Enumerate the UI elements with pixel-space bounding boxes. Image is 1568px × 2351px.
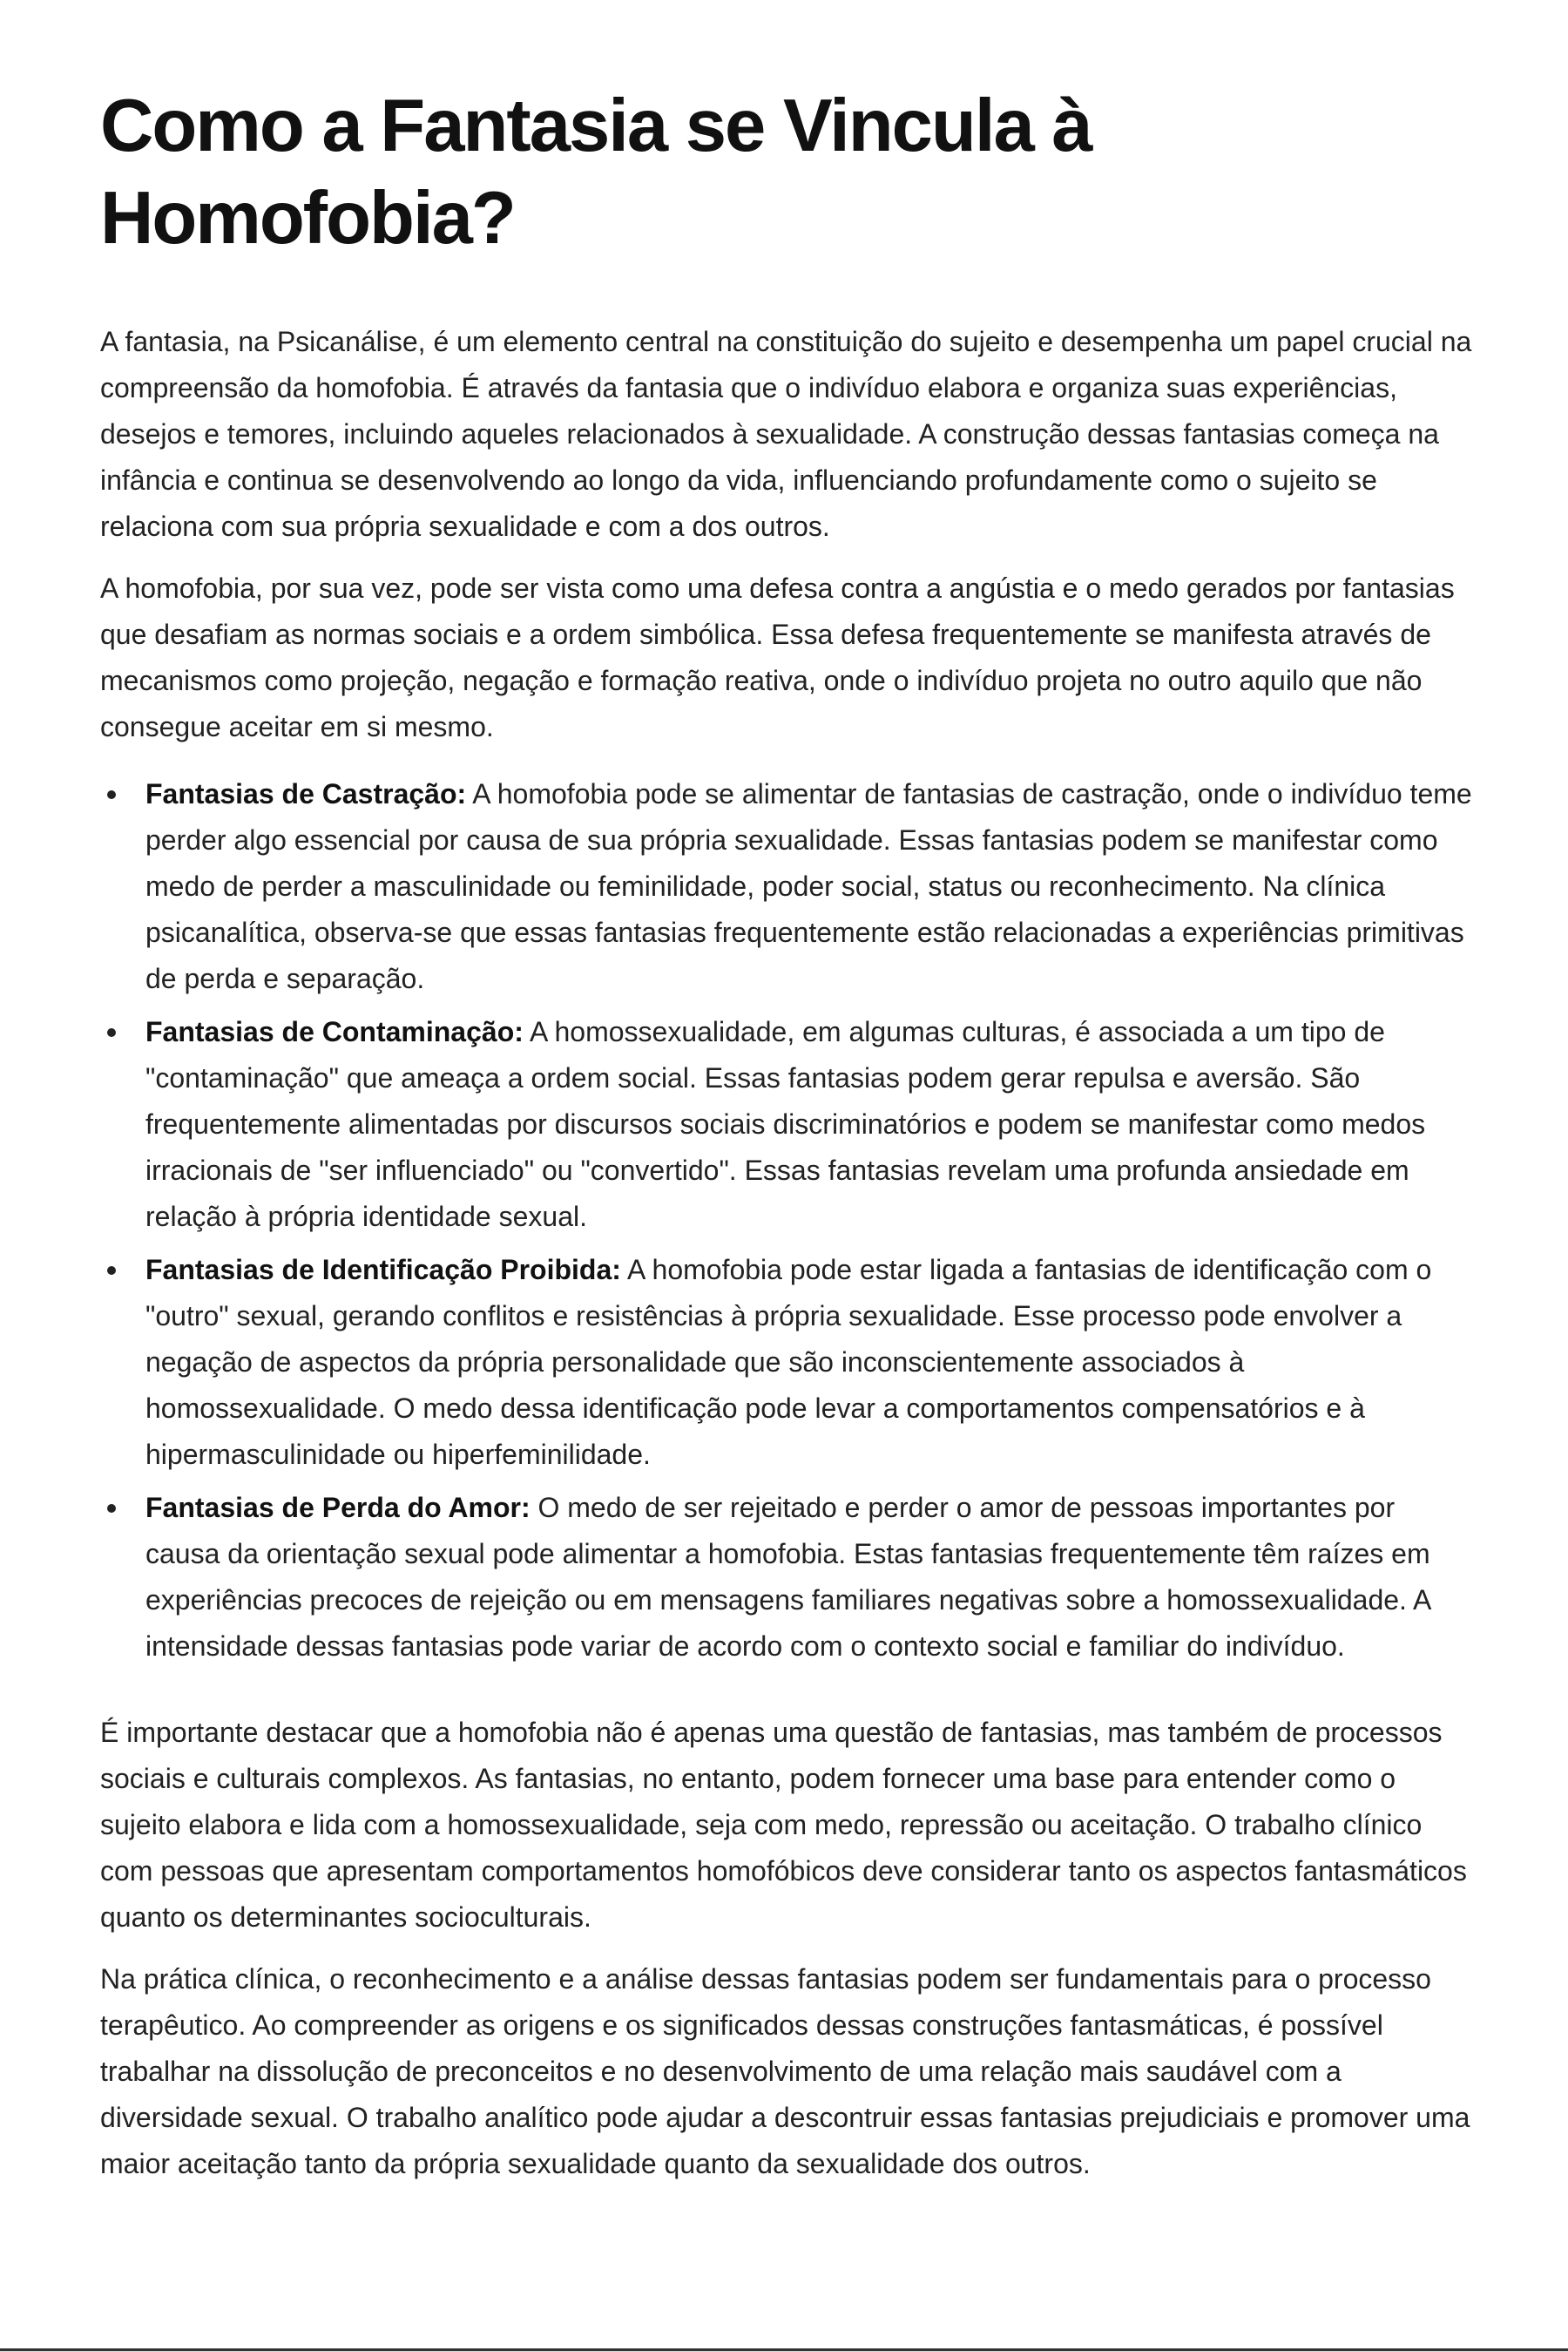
list-item-term: Fantasias de Identificação Proibida: [145, 1254, 621, 1285]
bullet-icon [107, 1504, 116, 1513]
list-item-text: A homossexualidade, em algumas culturas, é associada a um tipo de "contaminação" que ameaça a ordem social. Essas fantasias podem gerar repulsa e aversão. São frequentemente alimentadas por discursos sociais discriminatórios e podem se manifestar como medos irracionais de "ser influenciado" ou "convertido". Essas fantasias revelam uma profunda ansiedade em relação à própria identidade sexual. [145, 1016, 1426, 1232]
closing-paragraph: Na prática clínica, o reconhecimento e a análise dessas fantasias podem ser fundamentais para o processo terapêutico. Ao compreender as origens e os significados dessas construções fantasmáticas, é possível trabalhar na dissolução de preconceitos e no desenvolvimento de uma relação mais saudável com a diversidade sexual. O trabalho analítico pode ajudar a descontruir essas fantasias prejudiciais e promover uma maior aceitação tanto da própria sexualidade quanto da sexualidade dos outros. [100, 1963, 1470, 2179]
page-title: Como a Fantasia se Vincula à Homofobia? [100, 85, 1092, 260]
list-item [100, 1009, 1472, 1240]
list-item-text: O medo de ser rejeitado e perder o amor de pessoas importantes por causa da orientação sexual pode alimentar a homofobia. Estas fantasias frequentemente têm raízes em experiências precoces de rejeição ou em mensagens familiares negativas sobre a homossexualidade. A intensidade dessas fantasias pode variar de acordo com o contexto social e familiar do indivíduo. [145, 1492, 1430, 1662]
intro-paragraph: A homofobia, por sua vez, pode ser vista como uma defesa contra a angústia e o medo gerados por fantasias que desafiam as normas sociais e a ordem simbólica. Essa defesa frequentemente se manifesta através de mecanismos como projeção, negação e formação reativa, onde o indivíduo projeta no outro aquilo que não consegue aceitar em si mesmo. [100, 573, 1455, 742]
list-item-text: A homofobia pode estar ligada a fantasias de identificação com o "outro" sexual, gerando conflitos e resistências à própria sexualidade. Esse processo pode envolver a negação de aspectos da própria personalidade que são inconscientemente associados à homossexualidade. O medo dessa identificação pode levar a comportamentos compensatórios e à hipermasculinidade ou hiperfeminilidade. [145, 1254, 1432, 1470]
bullet-icon [107, 1266, 116, 1275]
list-item-term: Fantasias de Contaminação: [145, 1016, 524, 1047]
list-item-text: A homofobia pode se alimentar de fantasias de castração, onde o indivíduo teme perder algo essencial por causa de sua própria sexualidade. Essas fantasias podem se manifestar como medo de perder a masculinidade ou feminilidade, poder social, status ou reconhecimento. Na clínica psicanalítica, observa-se que essas fantasias frequentemente estão relacionadas a experiências primitivas de perda e separação. [145, 778, 1472, 994]
list-item [100, 1247, 1472, 1478]
list-item-term: Fantasias de Castração: [145, 778, 467, 810]
list-item-term: Fantasias de Perda do Amor: [145, 1492, 531, 1523]
bullet-icon [107, 790, 116, 799]
article [100, 80, 1472, 2187]
list-item [100, 771, 1472, 1002]
bullet-icon [107, 1028, 116, 1037]
fantasy-list [100, 771, 1472, 1670]
list-item [100, 1485, 1472, 1670]
closing-paragraph: É importante destacar que a homofobia não é apenas uma questão de fantasias, mas também de processos sociais e culturais complexos. As fantasias, no entanto, podem fornecer uma base para entender como o sujeito elabora e lida com a homossexualidade, seja com medo, repressão ou aceitação. O trabalho clínico com pessoas que apresentam comportamentos homofóbicos deve considerar tanto os aspectos fantasmáticos quanto os determinantes socioculturais. [100, 1717, 1467, 1933]
intro-paragraph: A fantasia, na Psicanálise, é um elemento central na constituição do sujeito e desempenha um papel crucial na compreensão da homofobia. É através da fantasia que o indivíduo elabora e organiza suas experiências, desejos e temores, incluindo aqueles relacionados à sexualidade. A construção dessas fantasias começa na infância e continua se desenvolvendo ao longo da vida, influenciando profundamente como o sujeito se relaciona com sua própria sexualidade e com a dos outros. [100, 326, 1472, 542]
